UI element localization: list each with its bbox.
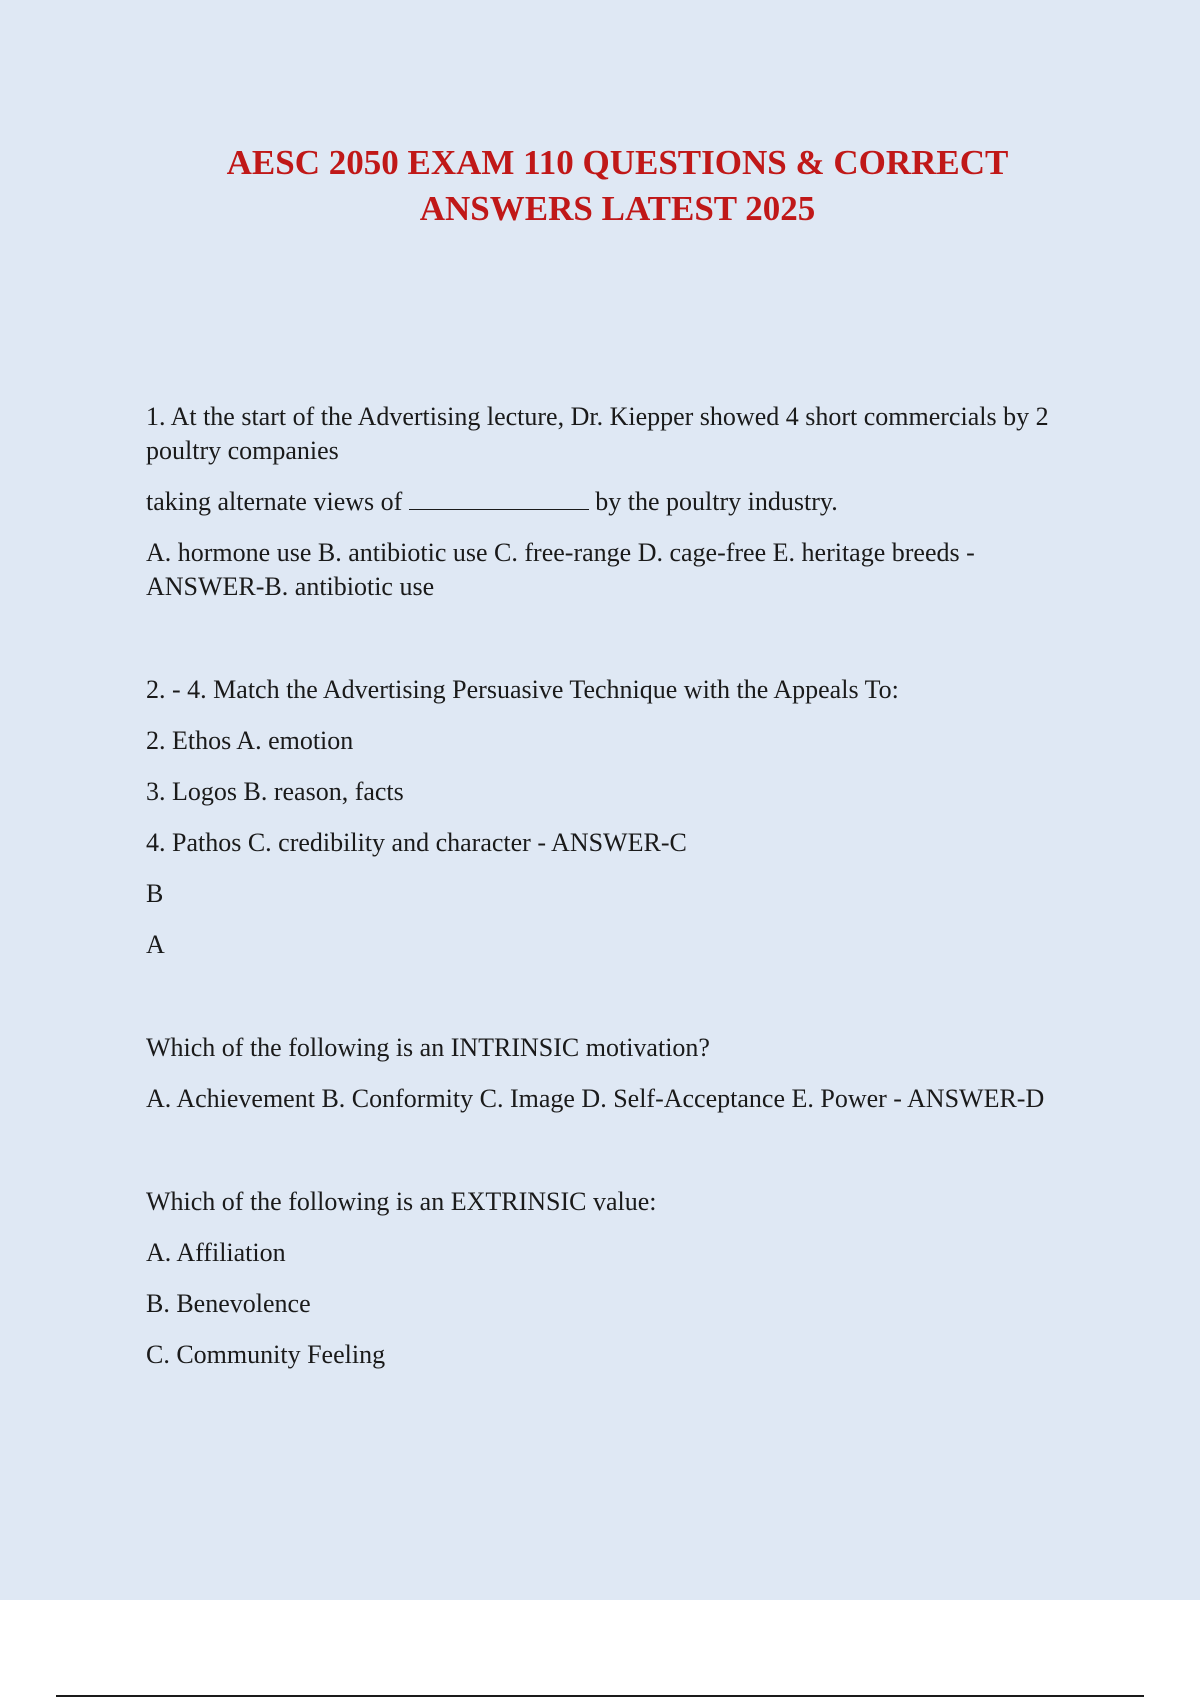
question-1-stem-cont [146, 485, 1086, 519]
question-2-match-ethos: 2. Ethos A. emotion [146, 726, 354, 755]
question-1-options: A. hormone use B. antibiotic use C. free-range D. cage-free E. heritage breeds - ANSWER-B. antibiotic use [146, 538, 975, 601]
question-4-option-a: A. Affiliation [146, 1238, 286, 1267]
question-2 [146, 673, 1086, 962]
question-4-stem: Which of the following is an EXTRINSIC value: [146, 1187, 657, 1216]
question-2-answer-b: B [146, 879, 164, 908]
question-1-text-after: by the poultry industry. [595, 487, 838, 516]
question-3-options: A. Achievement B. Conformity C. Image D. Self-Acceptance E. Power - ANSWER-D [146, 1084, 1045, 1113]
question-1-stem: 1. At the start of the Advertising lecture, Dr. Kiepper showed 4 short commercials by 2 poultry companies [146, 402, 1049, 465]
title-line-1: AESC 2050 EXAM 110 QUESTIONS & CORRECT [226, 143, 1009, 182]
question-spacer [146, 979, 1086, 1031]
question-4 [146, 1185, 1086, 1372]
question-spacer [146, 1133, 1086, 1185]
document-title [150, 140, 1085, 232]
question-2-answer-a: A [146, 930, 165, 959]
footer-divider [56, 1695, 1144, 1697]
question-2-match-logos: 3. Logos B. reason, facts [146, 777, 404, 806]
question-4-option-c: C. Community Feeling [146, 1340, 386, 1369]
title-line-2: ANSWERS LATEST 2025 [419, 189, 816, 228]
question-4-option-b: B. Benevolence [146, 1289, 311, 1318]
fill-in-blank [409, 485, 589, 510]
question-2-match-pathos: 4. Pathos C. credibility and character - ANSWER-C [146, 828, 687, 857]
question-1 [146, 400, 1086, 604]
question-2-heading: 2. - 4. Match the Advertising Persuasive Technique with the Appeals To: [146, 675, 899, 704]
question-1-text-before: taking alternate views of [146, 487, 403, 516]
question-spacer [146, 621, 1086, 673]
question-list [146, 400, 1086, 1389]
question-3-stem: Which of the following is an INTRINSIC motivation? [146, 1033, 710, 1062]
question-3 [146, 1031, 1086, 1116]
